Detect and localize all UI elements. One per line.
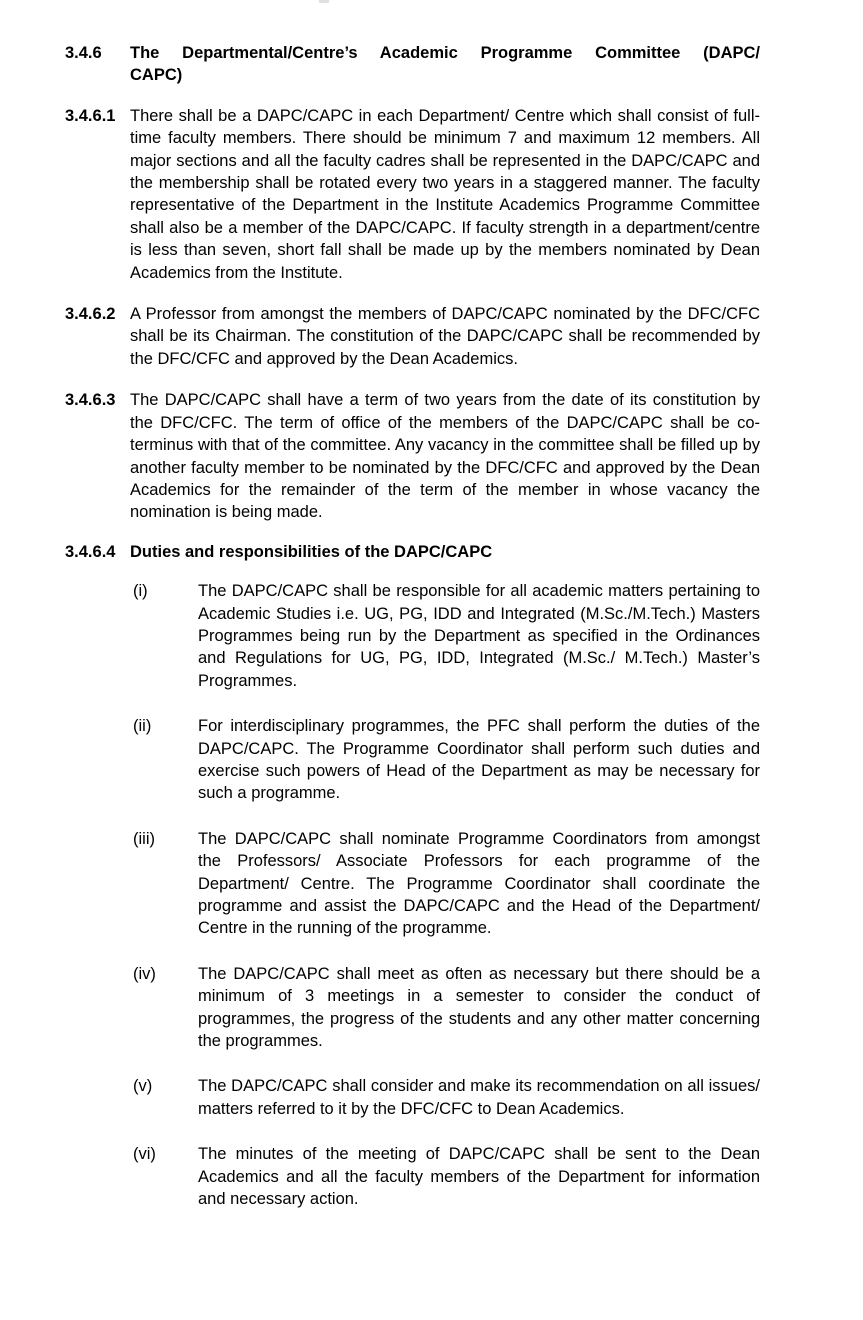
item-text: The DAPC/CAPC shall consider and make its recommendation on all issues/ matters referred to it by the DFC/CFC to Dean Academics. <box>198 1077 760 1118</box>
duty-item-vi <box>65 1143 760 1210</box>
item-label: (vi) <box>133 1145 156 1164</box>
section-number: 3.4.6.3 <box>65 391 116 410</box>
item-label: (v) <box>133 1077 153 1096</box>
item-label: (i) <box>133 582 148 601</box>
duty-item-ii <box>65 715 760 805</box>
duty-item-i <box>65 580 760 692</box>
section-number: 3.4.6.1 <box>65 106 116 125</box>
item-text: For interdisciplinary programmes, the PFC shall perform the duties of the DAPC/CAPC. The Programme Coordinator shall perform such duties and exercise such powers of Head of the Department as may be necessary for such a programme. <box>198 717 760 803</box>
item-text: The DAPC/CAPC shall meet as often as necessary but there should be a minimum of 3 meetings in a semester to consider the conduct of programmes, the progress of the students and any other matter concerning the programmes. <box>198 964 760 1051</box>
item-text: The DAPC/CAPC shall nominate Programme Coordinators from amongst the Professors/ Associate Professors for each programme of the Department/ Centre. The Programme Coordinator shall coordinate the programme and assist the DAPC/CAPC and the Head of the Department/ Centre in the running of the programme. <box>198 829 760 938</box>
item-text: The DAPC/CAPC shall be responsible for all academic matters pertaining to Academic Studies i.e. UG, PG, IDD and Integrated (M.Sc./M.Tech.) Masters Programmes being run by the Department as specified in the Ordinances and Regulations for UG, PG, IDD, Integrated (M.Sc./ M.Tech.) Master’s Programmes. <box>198 582 760 690</box>
duties-list <box>65 580 760 1210</box>
section-text: The DAPC/CAPC shall have a term of two years from the date of its constitution by the DFC/CFC. The term of office of the members of the DAPC/CAPC shall be co-terminus with that of the committee. Any vacancy in the committee shall be filled up by another faculty member to be nominated by the DFC/​CFC and approved by the Dean Academics for the remainder of the term of the member in whose vacancy the nomination is being made. <box>130 391 760 522</box>
item-label: (iv) <box>133 964 156 983</box>
duty-item-iv <box>65 963 760 1053</box>
duty-item-iii <box>65 828 760 940</box>
section-number: 3.4.6 <box>65 44 102 62</box>
section-3-4-6-3 <box>65 389 760 523</box>
section-3-4-6-2 <box>65 303 760 370</box>
item-label: (ii) <box>133 717 152 736</box>
item-text: The minutes of the meeting of DAPC/CAPC shall be sent to the Dean Academics and all the faculty members of the Department for information and necessary action. <box>198 1145 760 1209</box>
section-text: There shall be a DAPC/CAPC in each Department/ Centre which shall consist of full-time faculty members. There should be minimum 7 and maximum 12 members. All major sections and all the faculty cadres shall be represented in the DAPC/CAPC and the membership shall be rotated every two years in a staggered manner. The faculty representative of the Department in the Institute Academics Programme Committee shall also be a member of the DAPC/CAPC. If faculty strength in a department/centre is less than seven, short fall shall be made up by the members nominated by Dean Academics from the Institute. <box>130 106 760 282</box>
section-title-line-2: CAPC) <box>130 66 183 85</box>
section-number: 3.4.6.2 <box>65 305 116 324</box>
section-title-line-1: The Departmental/Centre’s Academic Programme Committee (DAPC/ <box>130 44 760 62</box>
item-label: (iii) <box>133 829 155 848</box>
duties-title: Duties and responsibilities of the DAPC/CAPC <box>130 542 493 561</box>
section-3-4-6-1 <box>65 105 760 284</box>
section-text: A Professor from amongst the members of DAPC/CAPC nominated by the DFC/CFC shall be its Chairman. The constitution of the DAPC/CAPC shall be recommended by the DFC/CFC and approved by the Dean Academics. <box>130 305 760 368</box>
duty-item-v <box>65 1075 760 1120</box>
page-edge-artifact <box>319 0 329 3</box>
section-3-4-6 <box>65 42 760 87</box>
section-3-4-6-4 <box>65 541 760 563</box>
section-number: 3.4.6.4 <box>65 542 116 561</box>
section-title <box>130 42 760 87</box>
